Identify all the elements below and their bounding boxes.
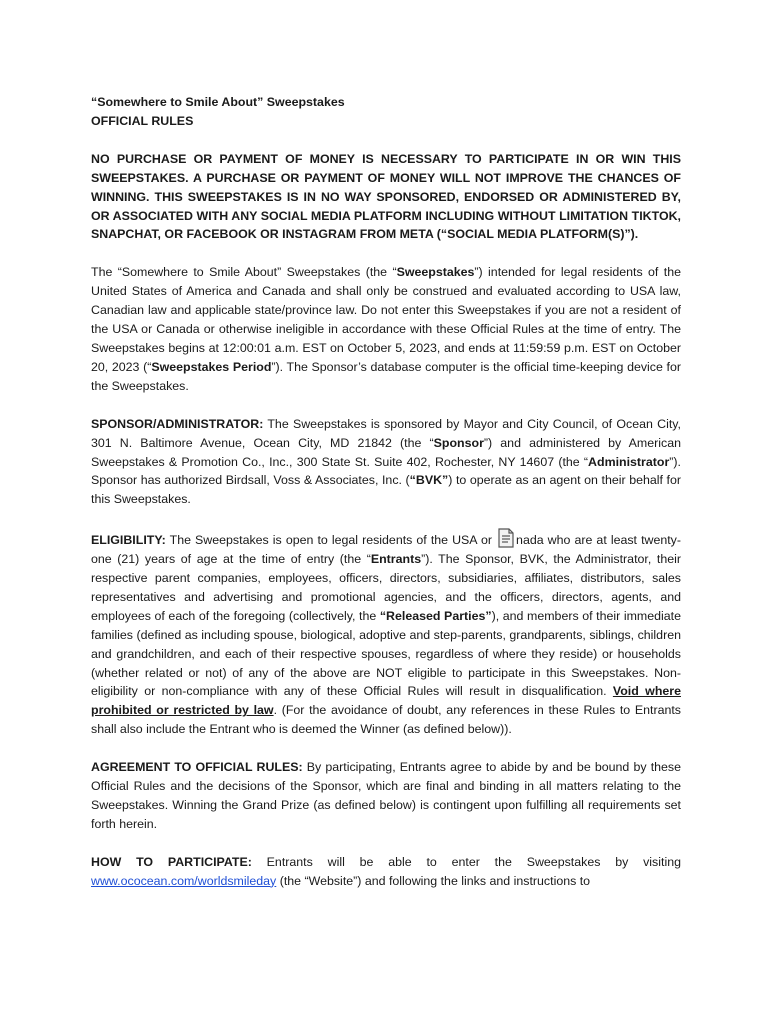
sponsor-text-2: ”) and administered by American Sweepstakes & Promotion Co., Inc., 300 State St. Suite 402, Rochester, NY 14607 (the “ bbox=[91, 435, 681, 469]
sponsor-term-bvk: “BVK” bbox=[409, 473, 449, 488]
participate-paragraph bbox=[91, 853, 681, 891]
eligibility-text-2: ”). The Sponsor, BVK, the Administrator, their respective parent companies, employees, officers, directors, subsidiaries, affiliates, distributors, sales representatives and advertising and promotional agencies, and the officers, directors, agents, and employees of each of the foregoing (collectively, the bbox=[91, 552, 681, 623]
eligibility-void-notice: Void where prohibited or restricted by law bbox=[91, 684, 681, 718]
sponsor-heading: SPONSOR/ADMINISTRATOR: bbox=[91, 416, 264, 431]
eligibility-text-3: ), and members of their immediate families (defined as including spouse, biological, adoptive and step-parents, grandparents, siblings, children and grandchildren, and each of their respective spouses, regardless of where they reside) or households (whether related or not) of any of the above are NOT eligible to participate in this Sweepstakes. Non-eligibility or non-compliance with any of these Official Rules will result in disqualification. bbox=[91, 608, 682, 699]
intro-text-1: The “Somewhere to Smile About” Sweepstakes (the “ bbox=[91, 265, 397, 280]
sponsor-term-administrator: Administrator bbox=[588, 454, 670, 469]
intro-text-2: ”) intended for legal residents of the United States of America and Canada and shall only be construed and evaluated according to USA law, Canadian law and applicable state/province law. Do not enter this Sweepstakes if you are not a resident of the USA or Canada or otherwise ineligible in accordance with these Official Rules at the time of entry. The Sweepstakes begins at 12:00:01 a.m. EST on October 5, 2023, and ends at 11:59:59 p.m. EST on October 20, 2023 (“ bbox=[91, 265, 681, 374]
eligibility-text-1b: nada who are at least twenty-one (21) years of age at the time of entry (the “ bbox=[91, 533, 682, 567]
agreement-heading: AGREEMENT TO OFFICIAL RULES: bbox=[91, 760, 303, 775]
sponsor-term-sponsor: Sponsor bbox=[433, 435, 484, 450]
document-subtitle: OFFICIAL RULES bbox=[91, 113, 194, 128]
disclaimer-paragraph: NO PURCHASE OR PAYMENT OF MONEY IS NECESSARY TO PARTICIPATE IN OR WIN THIS SWEEPSTAKES. A PURCHASE OR PAYMENT OF MONEY WILL NOT IMPROVE THE CHANCES OF WINNING. THIS SWEEPSTAKES IS IN NO WAY SPONSORED, ENDORSED OR ADMINISTERED BY, OR ASSOCIATED WITH ANY SOCIAL MEDIA PLATFORM INCLUDING WITHOUT LIMITATION TIKTOK, SNAPCHAT, OR FACEBOOK OR INSTAGRAM FROM META (“SOCIAL MEDIA PLATFORM(S)”). bbox=[91, 151, 681, 242]
participate-text-1: Entrants will be able to enter the Sweepstakes by visiting bbox=[251, 854, 681, 869]
website-link[interactable]: www.ococean.com/worldsmileday bbox=[91, 873, 277, 888]
intro-paragraph bbox=[91, 263, 681, 395]
sponsor-text-3: ”). Sponsor has authorized Birdsall, Voss & Associates, Inc. ( bbox=[91, 454, 681, 488]
sponsor-text-4: ) to operate as an agent on their behalf for this Sweepstakes. bbox=[91, 473, 681, 507]
eligibility-heading: ELIGIBILITY: bbox=[91, 533, 166, 548]
eligibility-term-released-parties: “Released Parties” bbox=[379, 608, 492, 623]
agreement-paragraph bbox=[91, 758, 681, 834]
eligibility-term-entrants: Entrants bbox=[370, 552, 422, 567]
agreement-text: By participating, Entrants agree to abide by and be bound by these Official Rules and the decisions of the Sponsor, which are final and binding in all matters relating to the Sweepstakes. Winning the Grand Prize (as defined below) is contingent upon fulfilling all requirements set forth herein. bbox=[91, 760, 682, 831]
intro-text-3: ”). The Sponsor’s database computer is the official time-keeping device for the Sweepstakes. bbox=[91, 359, 681, 393]
intro-term-sweepstakes: Sweepstakes bbox=[396, 265, 475, 280]
eligibility-paragraph bbox=[91, 528, 681, 739]
sponsor-paragraph bbox=[91, 415, 681, 510]
document-page bbox=[91, 93, 681, 891]
document-icon[interactable] bbox=[498, 528, 514, 548]
eligibility-text-4: . (For the avoidance of doubt, any references in these Rules to Entrants shall also include the Entrant who is deemed the Winner (as defined below)). bbox=[91, 703, 681, 737]
document-title: “Somewhere to Smile About” Sweepstakes bbox=[91, 95, 345, 109]
eligibility-text-1: The Sweepstakes is open to legal residents of the USA or bbox=[165, 533, 497, 548]
participate-text-2: (the “Website”) and following the links and instructions to bbox=[276, 873, 591, 888]
participate-heading: HOW TO PARTICIPATE: bbox=[91, 854, 252, 869]
intro-term-period: Sweepstakes Period bbox=[151, 359, 272, 374]
sponsor-text-1: The Sweepstakes is sponsored by Mayor and City Council, of Ocean City, 301 N. Baltimore Avenue, Ocean City, MD 21842 (the “ bbox=[91, 416, 681, 450]
